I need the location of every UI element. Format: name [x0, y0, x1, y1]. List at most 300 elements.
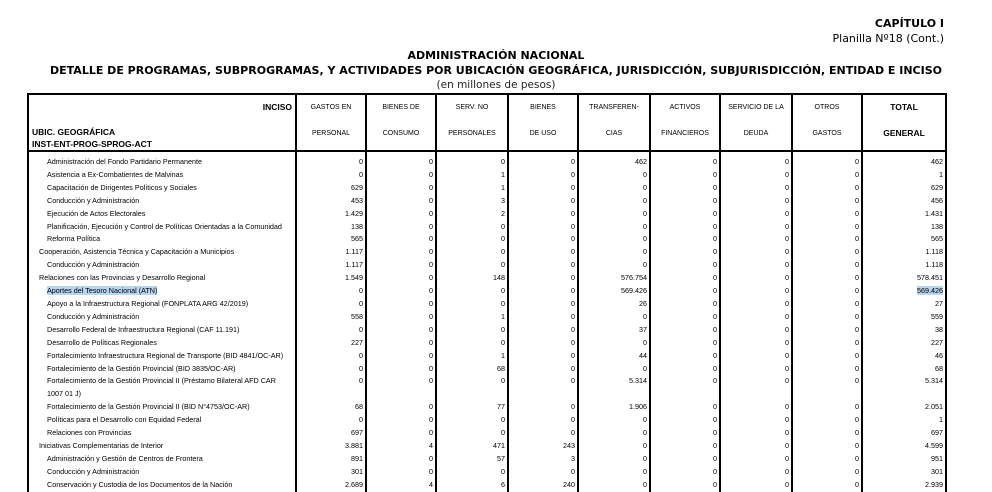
value-cell	[720, 298, 792, 311]
value-cell	[296, 272, 366, 285]
value-cell	[366, 272, 436, 285]
value-cell	[296, 246, 366, 259]
value-cell	[296, 195, 366, 208]
value-cell	[578, 453, 650, 466]
value-cell	[366, 259, 436, 272]
value-cell	[508, 208, 578, 221]
cell-value: 0	[571, 466, 575, 476]
value-cell	[508, 272, 578, 285]
cell-value: 0	[429, 350, 433, 360]
value-cell	[792, 375, 862, 388]
cell-value: 697	[351, 428, 363, 438]
value-cell	[720, 440, 792, 453]
cell-value: 5.314	[925, 376, 943, 386]
value-cell	[792, 182, 862, 195]
cell-value: 0	[855, 260, 859, 270]
value-cell	[366, 479, 436, 492]
cell-value: 0	[571, 247, 575, 257]
cell-value: 0	[643, 453, 647, 463]
row-label-cell	[28, 363, 296, 376]
cell-value: 138	[931, 221, 943, 231]
cell-value: 0	[713, 221, 717, 231]
table-row[interactable]	[28, 375, 946, 388]
value-cell	[508, 453, 578, 466]
table-row[interactable]	[28, 311, 946, 324]
table-row[interactable]	[28, 401, 946, 414]
value-cell	[436, 414, 508, 427]
value-cell	[650, 298, 720, 311]
cell-value: 0	[359, 169, 363, 179]
cell-value: 0	[429, 169, 433, 179]
cell-value: 0	[429, 453, 433, 463]
table-row[interactable]	[28, 466, 946, 479]
value-cell	[436, 311, 508, 324]
value-cell	[296, 337, 366, 350]
value-cell	[862, 259, 946, 272]
row-label: Políticas para el Desarrollo con Equidad Federal	[47, 415, 202, 425]
cell-value: 3	[501, 195, 505, 205]
col-header-serv-no-personales: SERV. NO PERSONALES	[436, 94, 508, 151]
cell-value: 0	[571, 260, 575, 270]
cell-value: 0	[785, 466, 789, 476]
cell-value: 0	[571, 415, 575, 425]
cell-value: 0	[359, 157, 363, 166]
table-row[interactable]	[28, 350, 946, 363]
value-cell	[508, 479, 578, 492]
row-label-cell	[28, 233, 296, 246]
table-row[interactable]	[28, 324, 946, 337]
value-cell	[792, 208, 862, 221]
cell-value: 0	[643, 182, 647, 192]
value-cell	[720, 350, 792, 363]
value-cell	[508, 221, 578, 234]
value-cell	[578, 479, 650, 492]
value-cell	[650, 324, 720, 337]
value-cell	[862, 466, 946, 479]
cell-value: 1	[501, 182, 505, 192]
value-cell	[296, 453, 366, 466]
cell-value: 1	[501, 311, 505, 321]
row-label: Fortalecimiento de la Gestión Provincial II (BID N°4753/OC-AR)	[47, 402, 250, 412]
cell-value: 0	[785, 169, 789, 179]
value-cell	[720, 414, 792, 427]
value-cell	[578, 440, 650, 453]
value-cell	[862, 298, 946, 311]
cell-value: 1	[939, 169, 943, 179]
row-label-cell	[28, 182, 296, 195]
cell-value: 0	[713, 479, 717, 489]
row-label: Iniciativas Complementarias de Interior	[39, 440, 164, 450]
inciso-header: INCISO	[262, 102, 292, 112]
cell-value: 0	[501, 234, 505, 244]
value-cell	[578, 221, 650, 234]
cell-value: 0	[501, 247, 505, 257]
value-cell	[862, 208, 946, 221]
value-cell	[862, 169, 946, 182]
value-cell	[650, 466, 720, 479]
cell-value: 559	[931, 311, 943, 321]
row-label: Relaciones con Provincias	[47, 428, 132, 438]
value-cell	[720, 363, 792, 376]
row-label: Fortalecimiento de la Gestión Provincial (BID 3835/OC-AR)	[47, 363, 236, 373]
cell-value: 0	[855, 273, 859, 283]
value-cell	[862, 350, 946, 363]
value-cell	[296, 169, 366, 182]
cell-value: 0	[571, 286, 575, 296]
cell-value: 0	[855, 298, 859, 308]
cell-value: 0	[571, 363, 575, 373]
value-cell	[650, 311, 720, 324]
value-cell	[508, 414, 578, 427]
cell-value: 565	[931, 234, 943, 244]
cell-value: 138	[351, 221, 363, 231]
table-row[interactable]	[28, 195, 946, 208]
value-cell	[792, 324, 862, 337]
value-cell	[578, 427, 650, 440]
cell-value: 0	[501, 221, 505, 231]
cell-value: 0	[501, 376, 505, 386]
cell-value: 0	[571, 157, 575, 166]
row-label: Desarrollo de Políticas Regionales	[47, 337, 157, 347]
value-cell	[508, 363, 578, 376]
value-cell	[792, 427, 862, 440]
cell-value: 301	[931, 466, 943, 476]
cell-value: 227	[931, 337, 943, 347]
row-label: Conservación y Custodia de los Documentos de la Nación	[47, 479, 233, 489]
value-cell	[650, 414, 720, 427]
cell-value: 0	[785, 182, 789, 192]
value-cell	[650, 156, 720, 169]
table-row[interactable]	[28, 440, 946, 453]
value-cell	[578, 363, 650, 376]
table-row[interactable]	[28, 169, 946, 182]
col-header-total-general: TOTAL GENERAL	[862, 94, 946, 151]
cell-value: 0	[713, 466, 717, 476]
table-row[interactable]	[28, 156, 946, 169]
table-row[interactable]	[28, 363, 946, 376]
value-cell	[436, 285, 508, 298]
value-cell	[508, 259, 578, 272]
value-cell	[792, 169, 862, 182]
value-cell	[578, 169, 650, 182]
row-label-cell	[28, 427, 296, 440]
value-cell	[436, 259, 508, 272]
cell-value: 0	[855, 415, 859, 425]
cell-value: 0	[713, 453, 717, 463]
value-cell	[650, 453, 720, 466]
value-cell	[508, 350, 578, 363]
value-cell	[862, 401, 946, 414]
value-cell	[862, 182, 946, 195]
cell-value: 1.431	[925, 208, 943, 218]
value-cell	[650, 221, 720, 234]
value-cell	[436, 169, 508, 182]
cell-value: 46	[935, 350, 943, 360]
value-cell	[720, 427, 792, 440]
cell-value: 0	[713, 440, 717, 450]
cell-value: 0	[785, 440, 789, 450]
table-row[interactable]	[28, 414, 946, 427]
cell-value: 0	[855, 376, 859, 386]
value-cell	[650, 233, 720, 246]
cell-value: 0	[785, 402, 789, 412]
value-cell	[792, 259, 862, 272]
cell-value: 569.426	[621, 286, 647, 296]
cell-value: 0	[785, 337, 789, 347]
table-row[interactable]	[28, 337, 946, 350]
value-cell	[296, 324, 366, 337]
cell-value: 565	[351, 234, 363, 244]
table-row[interactable]	[28, 272, 946, 285]
row-label: Asistencia a Ex-Combatientes de Malvinas	[47, 169, 184, 179]
value-cell	[436, 195, 508, 208]
cell-value: 453	[351, 195, 363, 205]
value-cell	[578, 324, 650, 337]
value-cell	[508, 388, 578, 401]
value-cell	[436, 233, 508, 246]
table-row[interactable]	[28, 285, 946, 298]
cell-value: 0	[571, 350, 575, 360]
cell-value: 0	[501, 260, 505, 270]
value-cell	[508, 324, 578, 337]
table-row[interactable]	[28, 388, 946, 401]
value-cell	[296, 401, 366, 414]
cell-value: 1.429	[345, 208, 363, 218]
cell-value: 227	[351, 337, 363, 347]
table-row[interactable]	[28, 246, 946, 259]
value-cell	[508, 298, 578, 311]
value-cell	[578, 195, 650, 208]
cell-value: 0	[429, 195, 433, 205]
value-cell	[578, 182, 650, 195]
cell-value: 0	[713, 311, 717, 321]
cell-value: 0	[643, 169, 647, 179]
value-cell	[296, 388, 366, 401]
value-cell	[508, 375, 578, 388]
value-cell	[296, 259, 366, 272]
cell-value: 0	[359, 324, 363, 334]
cell-value: 1.118	[925, 260, 943, 270]
cell-value: 0	[643, 247, 647, 257]
cell-value: 0	[855, 350, 859, 360]
row-label-cell	[28, 298, 296, 311]
value-cell	[578, 156, 650, 169]
value-cell	[296, 182, 366, 195]
table-row[interactable]	[28, 453, 946, 466]
cell-value: 0	[643, 440, 647, 450]
table-row[interactable]	[28, 182, 946, 195]
cell-value: 0	[643, 337, 647, 347]
value-cell	[720, 285, 792, 298]
cell-value: 0	[785, 260, 789, 270]
value-cell	[578, 401, 650, 414]
value-cell	[366, 233, 436, 246]
row-label: Cooperación, Asistencia Técnica y Capacitación a Municipios	[39, 247, 235, 257]
col-header-transferencias: TRANSFEREN- CIAS	[578, 94, 650, 151]
row-label: Apoyo a la Infraestructura Regional (FONPLATA ARG 42/2019)	[47, 298, 249, 308]
cell-value: 0	[429, 208, 433, 218]
cell-value: 38	[935, 324, 943, 334]
cell-value: 0	[713, 260, 717, 270]
row-label: Conducción y Administración	[47, 260, 140, 270]
value-cell	[792, 272, 862, 285]
row-label: Relaciones con las Provincias y Desarrollo Regional	[39, 273, 206, 283]
cell-value: 0	[643, 363, 647, 373]
cell-value: 0	[429, 428, 433, 438]
row-label-cell	[28, 414, 296, 427]
cell-value: 0	[643, 221, 647, 231]
cell-value: 0	[501, 415, 505, 425]
cell-value: 4	[429, 479, 433, 489]
cell-value: 0	[785, 453, 789, 463]
value-cell	[508, 427, 578, 440]
value-cell	[366, 388, 436, 401]
cell-value: 0	[429, 415, 433, 425]
cell-value: 0	[713, 298, 717, 308]
value-cell	[366, 311, 436, 324]
document-titles	[0, 49, 992, 92]
value-cell	[792, 350, 862, 363]
value-cell	[578, 350, 650, 363]
value-cell	[720, 246, 792, 259]
value-cell	[720, 221, 792, 234]
cell-value: 629	[931, 182, 943, 192]
cell-value: 0	[571, 376, 575, 386]
cell-value: 1.906	[629, 402, 647, 412]
value-cell	[296, 156, 366, 169]
value-cell	[436, 156, 508, 169]
table-body	[28, 151, 946, 492]
value-cell	[436, 272, 508, 285]
value-cell	[578, 246, 650, 259]
value-cell	[720, 272, 792, 285]
table-row[interactable]	[28, 427, 946, 440]
value-cell	[578, 272, 650, 285]
value-cell	[508, 337, 578, 350]
table-row[interactable]	[28, 298, 946, 311]
cell-value: 0	[429, 337, 433, 347]
table-row[interactable]	[28, 479, 946, 492]
value-cell	[508, 401, 578, 414]
cell-value: 1.117	[345, 260, 363, 270]
value-cell	[366, 169, 436, 182]
cell-value: 0	[713, 402, 717, 412]
value-cell	[296, 311, 366, 324]
value-cell	[862, 195, 946, 208]
cell-value: 37	[639, 324, 647, 334]
cell-value: 558	[351, 311, 363, 321]
value-cell	[508, 195, 578, 208]
cell-value: 0	[713, 350, 717, 360]
cell-value: 0	[501, 466, 505, 476]
value-cell	[650, 272, 720, 285]
cell-value: 0	[713, 428, 717, 438]
value-cell	[578, 259, 650, 272]
cell-value: 4.599	[925, 440, 943, 450]
value-cell	[720, 156, 792, 169]
cell-value: 0	[571, 298, 575, 308]
cell-value: 0	[785, 208, 789, 218]
value-cell	[792, 440, 862, 453]
cell-value: 240	[563, 479, 575, 489]
value-cell	[366, 414, 436, 427]
cell-value: 1	[939, 415, 943, 425]
cell-value: 68	[355, 402, 363, 412]
cell-value: 576.754	[621, 273, 647, 283]
cell-value: 951	[931, 453, 943, 463]
value-cell	[366, 401, 436, 414]
value-cell	[720, 233, 792, 246]
row-label-cell	[28, 350, 296, 363]
cell-value: 0	[571, 195, 575, 205]
value-cell	[720, 337, 792, 350]
value-cell	[436, 182, 508, 195]
sheet-label: Planilla Nº18 (Cont.)	[832, 32, 944, 45]
cell-value: 0	[429, 221, 433, 231]
value-cell	[366, 208, 436, 221]
cell-value: 0	[429, 402, 433, 412]
table-row[interactable]	[28, 221, 946, 234]
value-cell	[792, 246, 862, 259]
table-row[interactable]	[28, 259, 946, 272]
table-row[interactable]	[28, 208, 946, 221]
cell-value: 0	[643, 479, 647, 489]
row-label-cell	[28, 479, 296, 492]
cell-value: 0	[429, 157, 433, 166]
value-cell	[650, 195, 720, 208]
ubic-header: UBIC. GEOGRÁFICA	[32, 127, 116, 137]
cell-value: 0	[855, 453, 859, 463]
cell-value: 243	[563, 440, 575, 450]
chapter-block	[833, 16, 945, 46]
value-cell	[720, 479, 792, 492]
value-cell	[792, 479, 862, 492]
cell-value: 6	[501, 479, 505, 489]
header-row	[28, 94, 946, 151]
value-cell	[296, 427, 366, 440]
value-cell	[366, 156, 436, 169]
row-label-cell	[28, 285, 296, 298]
row-label: 1007 01 J)	[47, 389, 81, 399]
cell-value: 0	[785, 428, 789, 438]
value-cell	[792, 221, 862, 234]
cell-value: 0	[643, 260, 647, 270]
value-cell	[366, 195, 436, 208]
row-label-cell	[28, 259, 296, 272]
value-cell	[296, 233, 366, 246]
table-row[interactable]	[28, 233, 946, 246]
cell-value: 0	[855, 195, 859, 205]
value-cell	[366, 221, 436, 234]
cell-value: 0	[855, 337, 859, 347]
cell-value: 2	[501, 208, 505, 218]
cell-value: 0	[785, 324, 789, 334]
value-cell	[650, 388, 720, 401]
cell-value: 0	[643, 195, 647, 205]
cell-value: 0	[643, 428, 647, 438]
chapter-title: CAPÍTULO I	[874, 17, 944, 30]
value-cell	[650, 182, 720, 195]
cell-value: 578.451	[917, 273, 943, 283]
value-cell	[578, 414, 650, 427]
cell-value: 0	[855, 234, 859, 244]
row-label-cell	[28, 388, 296, 401]
cell-value: 0	[429, 260, 433, 270]
value-cell	[436, 427, 508, 440]
value-cell	[296, 375, 366, 388]
value-cell	[862, 363, 946, 376]
cell-value: 0	[643, 415, 647, 425]
